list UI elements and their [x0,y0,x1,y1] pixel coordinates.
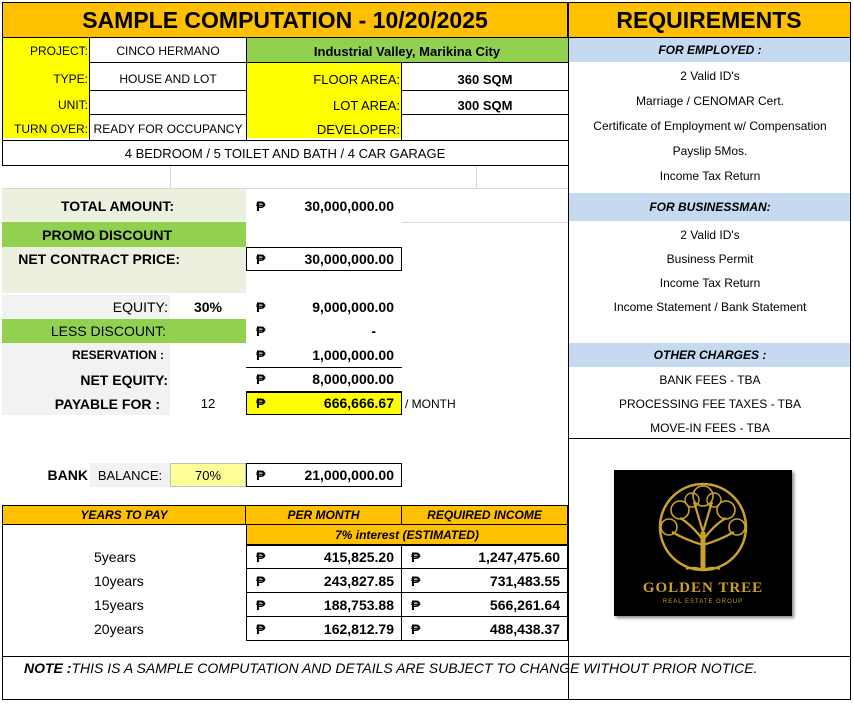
loan-years: 20years [94,621,144,637]
monthly-value: 666,666.67 [323,395,394,411]
requirement-item: 2 Valid ID's [680,228,740,242]
equity-pct: 30% [193,299,223,315]
requirement-item: BANK FEES - TBA [659,373,761,387]
loan-per-month: 243,827.85 [323,573,394,589]
requirement-item: MOVE-IN FEES - TBA [650,421,770,435]
peso-icon: ₱ [256,251,266,267]
payable-months: 12 [200,396,216,411]
other-charges-title: OTHER CHARGES : [569,343,851,367]
disclaimer-note [24,658,850,678]
business-title: FOR BUSINESSMAN: [569,193,851,221]
col-required-header: REQUIRED INCOME [402,505,568,525]
net-contract-value: 30,000,000.00 [304,251,394,267]
requirement-item: 2 Valid ID's [680,68,740,83]
type-value: HOUSE AND LOT [119,72,217,86]
loan-years: 10years [94,573,144,589]
note-text: THIS IS A SAMPLE COMPUTATION AND DETAILS ARE SUBJECT TO CHANGE WITHOUT PRIOR NOTICE. [71,660,758,676]
loan-per-month: 162,812.79 [323,621,394,637]
requirement-item: Income Statement / Bank Statement [613,300,807,314]
interest-note: 7% interest (ESTIMATED) [246,525,568,545]
peso-icon: ₱ [411,549,421,565]
peso-icon: ₱ [256,597,266,613]
page-title: SAMPLE COMPUTATION - 10/20/2025 [2,2,568,38]
less-discount-value: - [371,323,376,339]
reservation-label: RESERVATION : [71,348,164,362]
balance-label: BALANCE: [97,467,163,483]
unit-label: UNIT: [58,98,88,112]
employed-title: FOR EMPLOYED : [569,38,851,62]
net-equity-label: NET EQUITY: [80,371,168,388]
peso-icon: ₱ [411,597,421,613]
loan-years: 15years [94,597,144,613]
requirement-item: Certificate of Employment w/ Compensation [593,118,827,133]
requirement-item: Marriage / CENOMAR Cert. [635,93,785,108]
peso-icon: ₱ [256,347,266,363]
logo-panel [614,470,792,616]
peso-icon: ₱ [256,549,266,565]
total-amount-value: 30,000,000.00 [304,198,394,214]
note-label: NOTE : [24,660,72,676]
col-per-month-header: PER MONTH [246,505,402,525]
balance-pct: 70% [170,463,246,487]
loan-per-month: 415,825.20 [323,549,394,565]
loan-required: 1,247,475.60 [478,549,560,565]
features-text: 4 BEDROOM / 5 TOILET AND BATH / 4 CAR GARAGE [124,146,446,161]
requirement-item: Payslip 5Mos. [672,143,748,158]
per-month-suffix: / MONTH [405,396,456,411]
floor-area-label: FLOOR AREA: [313,71,400,87]
peso-icon: ₱ [256,323,266,339]
peso-icon: ₱ [411,621,421,637]
reservation-value: 1,000,000.00 [312,347,394,363]
peso-icon: ₱ [256,299,266,315]
peso-icon: ₱ [256,198,266,214]
loan-required: 488,438.37 [489,621,560,637]
requirement-item: PROCESSING FEE TAXES - TBA [618,397,802,411]
developer-value [402,118,568,140]
lot-area-value: 300 SQM [457,97,513,113]
requirement-item: Business Permit [666,252,754,266]
floor-area-value: 360 SQM [457,71,513,87]
lot-area-label: LOT AREA: [333,97,400,113]
turnover-label: TURN OVER: [13,122,88,136]
equity-value: 9,000,000.00 [312,299,394,315]
payable-label: PAYABLE FOR : [54,395,160,412]
project-label: PROJECT: [29,44,88,58]
peso-icon: ₱ [256,371,266,387]
requirements-title: REQUIREMENTS [568,2,851,38]
location-value: Industrial Valley, Marikina City [313,43,501,59]
logo-name: GOLDEN TREE [642,579,764,596]
net-equity-value: 8,000,000.00 [312,371,394,387]
requirement-item: Income Tax Return [659,168,761,183]
loan-required: 731,483.55 [489,573,560,589]
net-contract-label: NET CONTRACT PRICE: [18,251,180,267]
loan-per-month: 188,753.88 [323,597,394,613]
developer-label: DEVELOPER: [316,121,400,137]
loan-years: 5years [94,549,137,565]
balance-value: 21,000,000.00 [304,467,394,483]
project-value: CINCO HERMANO [116,44,220,58]
loan-required: 566,261.64 [489,597,560,613]
peso-icon: ₱ [411,573,421,589]
logo-tagline: REAL ESTATE GROUP [662,599,744,605]
less-discount-label: LESS DISCOUNT: [2,319,246,343]
bank-label: BANK [47,467,88,483]
col-years-header: YEARS TO PAY [2,505,246,525]
peso-icon: ₱ [256,573,266,589]
promo-discount-label: PROMO DISCOUNT [2,222,246,247]
total-amount-label: TOTAL AMOUNT: [60,197,174,214]
peso-icon: ₱ [256,395,266,411]
peso-icon: ₱ [256,621,266,637]
equity-label: EQUITY: [112,299,168,315]
type-label: TYPE: [53,72,88,86]
requirement-item: Income Tax Return [659,276,761,290]
peso-icon: ₱ [256,467,266,483]
turnover-value: READY FOR OCCUPANCY [93,122,243,136]
